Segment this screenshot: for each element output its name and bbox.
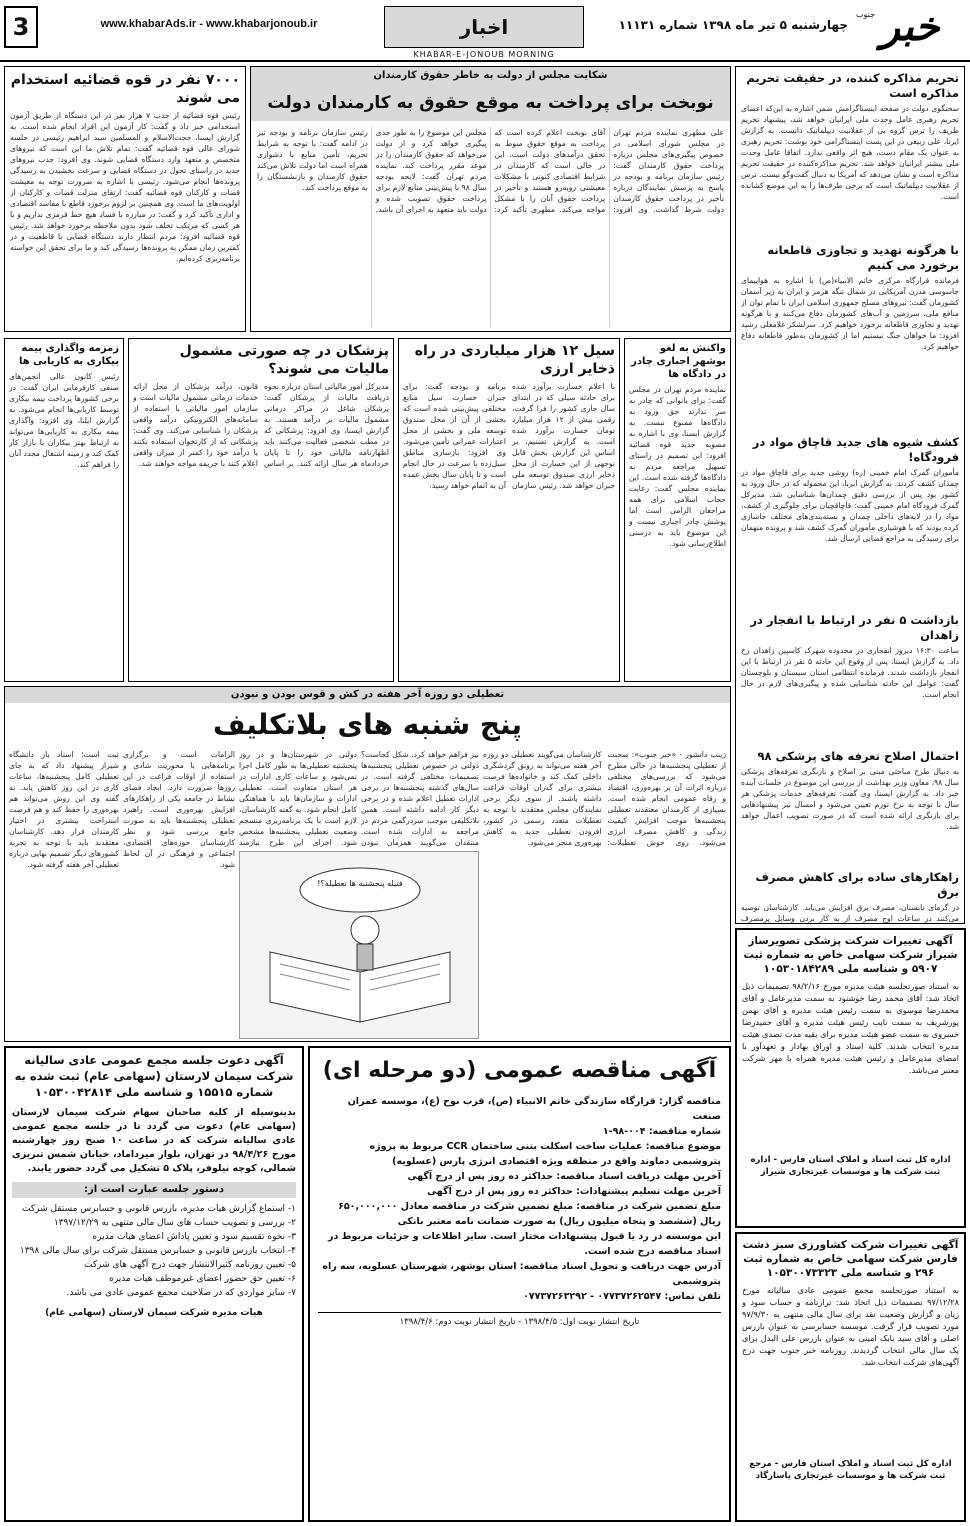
mid-col-tax-body: مدیرکل امور مالیاتی استان درباره نحوه دریافت مالیات از پزشکان گفت: پزشکان شاغل در مراکز درمانی مشمول مالیات بر درآمد هستند. به گزارش ایسنا، وی افزود: پزشکانی که در مطب شخصی فعالیت می‌کنند باید اظهارنامه مالیاتی خود را تا پایان خردادماه هر سال ارائه کنند. بر اساس قانون، درآمد پزشکان از محل ارائه خدمات درمانی مشمول مالیات است و سازمان امور مالیاتی با استفاده از سامانه‌های الکترونیکی درآمد واقعی پزشکان را شناسایی می‌کند. وی گفت: پزشکانی که از کارتخوان استفاده نکنند یا درآمد خود را کمتر از میزان واقعی اعلام کنند با جریمه مواجه خواهند شد. [133,382,389,468]
headline-sanctions: تحریم مذاکره کننده، در حقیقت تحریم مذاکره است [746,71,959,100]
mid-col-flood-body: با اعلام خسارت برآورد شده برای حادثه سیلی که در ابتدای سال جاری کشور را فرا گرفت، رقمی بیش از ۱۲ هزار میلیارد تومان خسارت برآورد شده است. به گزارش تسنیم، بر اساس این گزارش بخش قابل توجهی از این خسارت از محل ذخایر ارزی صندوق توسعه ملی جبران خواهد شد. رئیس سازمان برنامه و بودجه گفت: برای جبران خسارت سیل منابع مختلفی پیش‌بینی شده است که بخشی از آن از محل صندوق توسعه ملی و بخشی از محل اعتبارات عمرانی تأمین می‌شود. وی افزود: بازسازی مناطق سیل‌زده با سرعت در حال انجام است و تا پایان سال بخش عمده آن به اتمام خواهد رسید. [403,382,615,490]
issue-date-line: چهارشنبه ۵ تیر ماه ۱۳۹۸ شماره ۱۱۱۳۱ [618,18,848,32]
mid-col-flood [398,338,620,682]
article-threat: فرمانده قرارگاه مرکزی خاتم الانبیاء(ص) با اشاره به هواپیمای جاسوسی مدرن آمریکایی در شمال تنگه هرمز و ایران به زیر آسمان کشورمان گفت: نیروهای مسلح جمهوری اسلامی ایران با تمام توان از منافع ملی، سرزمین و آب‌های کشورمان دفاع می‌کنند و با هرگونه تهدید و تجاوزی قاطعانه برخورد خواهیم کرد. سرلشکر غلامعلی رشید افزود: ما خواهان جنگ نیستیم اما از کشورمان به‌طور قاطعانه دفاع خواهیم کرد. [741,276,959,351]
logo-subtitle: جنوب [856,10,876,19]
top-left-article [4,66,246,332]
headline-threat: با هرگونه تهدید و تجاوزی قاطعانه برخورد می کنیم [767,243,959,272]
ad-shiraz-imaging [735,928,966,1228]
ad-sabz-body: به استناد صورتجلسه مجمع عمومی عادی سالیانه مورخ ۹۷/۱۲/۲۸ تصمیمات ذیل اتخاذ شد: ترازنامه و حساب سود و زیان و گزارش وضعیت نقد برای سال مالی منتهی به ۹۷/۹/۳۰ مورد تصویب قرار گرفت. موسسه حسابرسی به عنوان بازرس اصلی و آقای سید بابک امینی به عنوان بازرس علی البدل برای یک سال مالی انتخاب گردیدند. روزنامه خبر جنوب جهت درج آگهی‌های شرکت انتخاب شد. [742,1285,959,1367]
ad-shiraz-title: آگهی تغییرات شرکت پزشکی تصویرساز شیراز شرکت سهامی خاص به شماره ثبت ۵۹۰۷ و شناسه ملی ۱۰۵۳۰۱۸۴۲۸۹ [743,935,958,975]
article-electricity: در گرمای تابستان، مصرف برق افزایش می‌یابد. کارشناسان توصیه می‌کنند در ساعات اوج مصرف از به کار بردن وسایل پرمصرف [741,903,959,923]
mid-col-chador-title: واکنش به لغو بوشهر اجباری چادر در دادگاه ها [631,343,726,380]
page-number [4,6,38,48]
mid-col-insurance-title: زمزمه واگذاری بیمه بیکاری به کاریابی ها [19,343,119,367]
ad-shiraz-body: به استناد صورتجلسه هیئت مدیره مورخ ۹۸/۲/۱۶ تصمیمات ذیل اتخاذ شد: آقای محمد رضا خوشنود به سمت مدیرعامل و آقای محمدرضا موسوی به سمت رئیس هیئت مدیره و آقای بهمن پورشریف به سمت نایب رئیس هیئت مدیره و آقای حمیدرضا خسروی به سمت عضو هیئت مدیره برای بقیه مدت تصدی هیئت مدیره انتخاب شدند. کلیه اسناد و اوراق بهادار و تعهدآور با امضای مدیرعامل و رئیس هیئت مدیره همراه با مهر شرکت معتبر می‌باشد. [742,981,959,1075]
article-zahedan: ساعت ۱۶:۳۰ دیروز انفجاری در محدوده شهرک کاسپین زاهدان رخ داد. به گزارش ایسنا، پس از وقوع این حادثه ۵ نفر در ارتباط با این انفجار بازداشت شدند. فرمانده انتظامی استان سیستان و بلوچستان گفت: عوامل این حادثه شناسایی شده و پیگیری‌های لازم در حال انجام است. [741,646,959,699]
mid-col-insurance-body: رئیس کانون عالی انجمن‌های صنفی کارفرمایی ایران گفت: در برخی کشورها پرداخت بیمه بیکاری توسط کاریابی‌ها انجام می‌شود. به گزارش ایلنا، وی افزود: واگذاری بیمه بیکاری به کاریابی‌ها می‌تواند به ارتباط بهتر بیکاران با بازار کار کمک کند و زمینه اشتغال مجدد آنان را فراهم کند. [9,372,119,469]
section-label: اخبار [459,15,509,39]
feature-body-b: نیز فراهم خواهد کرد. شکل کجاست؟ دولتی در خصوص تعطیلی پنجشنبه‌ها تصمیمات مختلفی گرفته است. در سال‌های گذشته پنجشنبه‌ها در برخی ادارات تعطیل اعلام شده و در برخی دیگر کار ادامه داشته است. همین بلاتکلیفی موجب سردرگمی مردم در مراجعه به ادارات شده است. منتقدان می‌گویند همزمان نبودن [361,750,479,847]
top-main-kicker: شکایت مجلس از دولت به خاطر حقوق کارمندان [251,67,730,85]
feature-cartoon [239,851,479,1039]
ad-larestan-title: آگهی دعوت جلسه مجمع عمومی عادی سالیانه شرکت سیمان لارستان (سهامی عام) ثبت شده به شماره ۱۵۵۱۵ و شناسه ملی ۱۰۵۳۰۰۴۲۸۱۴ [14,1053,294,1099]
headline-medical-tariff: احتمال اصلاح تعرفه های پزشکی ۹۸ [757,749,959,763]
mid-col-tax [128,338,394,682]
feature-body-a: زینب دانشور - «خبر جنوب»: صحبت از تعطیلی پنجشنبه‌ها در حالی مطرح می‌شود که بررسی‌های مختلفی درباره اثرات آن بر بهره‌وری، اقتصاد و رفاه عمومی انجام شده است. بسیاری از کارمندان معتقدند تعطیلی پنجشنبه‌ها موجب افزایش کیفیت زندگی و کاهش مصرف انرژی می‌شود. روی خوش تعطیلات: کارشناسان می‌گویند تعطیلی دو روزه آخر هفته می‌تواند به رونق گردشگری داخلی کمک کند و خانواده‌ها فرصت بیشتری برای گذران اوقات فراغت داشته باشند. از سوی دیگر برخی نمایندگان مجلس معتقدند با توجه به تعطیلات متعدد رسمی در کشور، افزودن تعطیلی جدید به کاهش بهره‌وری منجر می‌شود. [483,750,726,847]
mid-col-flood-title: سیل ۱۲ هزار میلیاردی در راه ذخایر ارزی [414,343,615,377]
website-links: www.khabarAds.ir - www.khabarjonoub.ir [100,18,318,30]
ad-sabz-dasht [735,1232,966,1522]
ad-sabz-title: آگهی تغییرات شرکت کشاورزی سبز دشت فارس شرکت سهامی خاص به شماره ثبت ۲۹۶ و شناسه ملی ۱۰۵۳۰۰۷۳۳۲۳ [742,1239,959,1279]
ad-tender [308,1046,731,1522]
feature-body-c: دولتی در شهرستان‌ها و در روز پنجشنبه تعطیلی‌ها به طور کامل اجرا نمی‌شود و ساعات کاری ادارات در هر استان متفاوت است. تعطیلی ادارات و سازمان‌ها باید با هماهنگی کامل انجام شود. به گفته کارشناسان، لازم است با یک برنامه‌ریزی منسجم وضعیت تعطیلی پنجشنبه‌ها مشخص شود. اجرای این طرح نیازمند [239,750,357,847]
top-left-title: ۷۰۰۰ نفر در قوه قضائیه استخدام می شوند [10,72,240,106]
top-left-body: رئیس قوه قضائیه از جذب ۷ هزار نفر در این دستگاه از طریق آزمون استخدامی خبر داد و گفت: کار آزمون این افراد انجام شده است. به گزارش ایسنا، حجت‌الاسلام و المسلمین سید ابراهیم رئیسی در جلسه شورای عالی قوه قضائیه گفت: تمام تلاش ما این است که نیروهای متخصص و متعهد وارد دستگاه قضایی شوند. وی افزود: جذب نیروهای جدید در راستای تحول در دستگاه قضایی و سرعت بخشیدن به رسیدگی پرونده‌ها انجام می‌شود. رئیسی با اشاره به ضرورت توجه به معیشت قضات و کارکنان قوه قضائیه گفت: ارتقای منزلت قضات و کارکنان از اولویت‌های ما است. وی همچنین بر لزوم برخورد قاطع با مفاسد اقتصادی و اداری تأکید کرد و گفت: در مبارزه با فساد هیچ خط قرمزی نداریم و با هر کسی که مرتکب تخلف شود بدون ملاحظه برخورد خواهد شد. رئیس قوه قضائیه افزود: مردم انتظار دارند دستگاه قضایی با قاطعیت و در کمترین زمان ممکن به پرونده‌ها رسیدگی کند و ما برای تحقق این خواسته برنامه‌ریزی کرده‌ایم. [10,111,240,263]
ad-tender-title: آگهی مناقصه عمومی (دو مرحله ای) [322,1058,717,1083]
english-name: KHABAR-E-JONOUB MORNING [413,50,555,59]
top-main-article [250,66,731,332]
ad-shiraz-footer: اداره کل ثبت اسناد و املاک استان فارس - اداره ثبت شرکت ها و موسسات غیرتجاری شیراز [750,1155,951,1177]
article-sanctions: سخنگوی دولت در صفحه اینستاگرامش ضمن اشاره به این‌که اعضای تحریم رهبری عامل وحدت ملی ایرانیان خواهد شد، پیشنهاد تحریم ظریف را ترس گروه بی از عقلانیت دیپلماتیک دانست. به گزارش ایرنا، علی ربیعی در این پست اینستاگرامی خود نوشت: تحریم رهبری به عنوان یک مقام دست، هیچ اثر واقعی ندارد. اتفاقا عامل وحدت ملی بیشتر ایرانیان خواهد شد. تحریم مذاکره‌کننده در حقیقت تحریم مذاکره است و نشان می‌دهد که آمریکا به دنبال گفت‌وگو نیست. ترس از عقلانیت دیپلماتیک است که برخی طرف‌ها را به این موضع کشانده است. [741,104,959,201]
mid-col-chador [624,338,731,682]
right-column [735,66,965,924]
mid-col-chador-body: نماینده مردم تهران در مجلس گفت: برای بانوانی که چادر به سر ندارند حق ورود به دادگاه‌ها ممنوع نیست. به گزارش ایسنا، وی با اشاره به مصوبه جدید قوه قضائیه افزود: این تصمیم در راستای تسهیل مراجعه مردم به دادگاه‌ها گرفته شده است. این نماینده مجلس گفت: رعایت حجاب اسلامی برای همه مراجعان الزامی است اما پوشش چادر اجباری نیست و این موضوع باید به درستی اطلاع‌رسانی شود. [629,385,726,548]
page-number-value: 3 [12,13,30,41]
ad-larestan-intro: بدینوسیله از کلیه صاحبان سهام شرکت سیمان لارستان (سهامی عام) دعوت می گردد تا در جلسه مجمع عمومی عادی سالیانه شرکت که در ساعت ۱۰ صبح روز چهارشنبه مورخ ۹۸/۴/۲۶ در تهران، بلوار میرداماد، خیابان شمس تبریزی شمالی، کوچه نیلوفر، پلاک ۵ تشکیل می گردد حضور یابند. [12,1107,297,1174]
feature-article [4,686,731,1042]
feature-body-d: الزامات است و برگزاری برنامه‌هایی با محوریت شادی و استفاده از اوقات فراغت در این روزها ضرورت دارد. ایجاد فضای نشاط در جامعه یکی از راهکارهای افزایش بهره‌وری است. راهبرد تعطیلی پنجشنبه‌ها باید به صورت جامع بررسی شود و نظر کارشناسان حوزه‌های اقتصادی، اجتماعی و فرهنگی در آن لحاظ شود. [123,750,235,869]
speech-bubble-icon [300,868,420,912]
top-main-body: علی مطهری نماینده مردم تهران در مجلس شورای اسلامی در خصوص پیگیری‌های مجلس درباره پرداخت حقوق کارمندان گفت: رئیس سازمان برنامه و بودجه در پاسخ به پرسش نمایندگان درباره تأخیر در پرداخت حقوق کارمندان دولت شرط گذاشت. وی افزود: آقای نوبخت اعلام کرده است که پرداخت به موقع حقوق منوط به تحقق درآمدهای دولت است. این در حالی است که کارمندان در شرایط اقتصادی کنونی با مشکلات معیشتی روبه‌رو هستند و تأخیر در پرداخت حقوق آنان را با مشکل مواجه می‌کند. مطهری تأکید کرد: مجلس این موضوع را به طور جدی پیگیری خواهد کرد و از دولت می‌خواهد که حقوق کارمندان را در موعد مقرر پرداخت کند. نماینده مردم تهران گفت: لایحه بودجه سال ۹۸ با پیش‌بینی منابع لازم برای پرداخت حقوق تصویب شده و دولت باید متعهد به اجرای آن باشد. رئیس سازمان برنامه و بودجه نیز در ادامه گفت: با توجه به شرایط تحریم، تأمین منابع با دشواری همراه است اما دولت تلاش می‌کند حقوق کارمندان و بازنشستگان را به موقع پرداخت کند. [257,128,724,214]
logo-text: خبر [880,4,940,50]
mid-col-tax-title: پزشکان در چه صورتی مشمول مالیات می شوند؟ [179,343,389,377]
article-smuggling: مأموران گمرک امام خمینی (ره) روشی جدید برای قاچاق مواد در چمدان کشف کردند. به گزارش ایرنا، این محموله که در حال ورود به کشور بود پس از بررسی دقیق چمدان‌ها شناسایی شد. مدیرکل گمرک فرودگاه امام خمینی گفت: قاچاقچیان برای جلوگیری از کشف، مواد را در لایه‌های داخلی چمدان و بسته‌بندی‌های مختلف جاسازی کرده بودند که با هوشیاری مأموران گمرک کشف شد و پرونده متهمان برای رسیدگی به مراجع قضایی ارسال شد. [741,468,959,543]
top-main-title-box [251,85,730,121]
ad-tender-footer: تاریخ انتشار نوبت اول: ۱۳۹۸/۴/۵ - تاریخ انتشار نوبت دوم: ۱۳۹۸/۴/۶ [318,1312,721,1328]
ad-larestan-cement [4,1046,304,1522]
headline-zahedan: بازداشت ۵ نفر در ارتباط با انفجار در زاهدان [750,613,959,642]
ad-sabz-footer: اداره کل ثبت اسناد و املاک استان فارس - مرجع ثبت شرکت ها و موسسات غیرتجاری یاسارگاد [749,1459,952,1481]
ad-tender-lines: مناقصه گزار: قرارگاه سازندگی خاتم الانبیاء (ص)، قرب نوح (ع)، موسسه عمران صنعت شماره مناقصه: ۰۰۴-۹۸-۱ موضوع مناقصه: عملیات ساخت اسکلت بتنی ساختمان CCR مربوط به پروژه پتروشیمی دماوند واقع در منطقه ویژه اقتصادی انرژی پارس (عسلویه) آخرین مهلت دریافت اسناد مناقصه: حداکثر ده روز پس از درج آگهی آخرین مهلت تسلیم پیشنهادات: حداکثر ده روز پس از درج آگهی مبلغ تضمین شرکت در مناقصه: مبلغ تضمین شرکت در مناقصه معادل ۶۵۰,۰۰۰,۰۰۰ ریال (ششصد و پنجاه میلیون ریال) به صورت ضمانت نامه معتبر بانکی این موسسه در رد یا قبول پیشنهادات مختار است. سایر اطلاعات و جزئیات مربوط در اسناد مناقصه درج شده است. آدرس جهت دریافت و تحویل اسناد مناقصه: استان بوشهر، شهرستان عسلویه، سه راه پتروشیمی تلفن تماس: ۰۷۷۳۷۲۶۲۵۴۷ - ۰۷۷۳۷۲۶۳۲۹۲ [322,1096,721,1302]
logo [856,2,964,54]
feature-title: پنج شنبه های بلاتکلیف [212,708,523,741]
article-medical-tariff: به دنبال طرح مباحثی مبنی بر اصلاح و بازنگری تعرفه‌های پزشکی سال ۹۸، معاون وزیر بهداشت از بررسی این موضوع در جلسات آینده خبر داد. به گزارش ایسنا، وی گفت: تعرفه‌های خدمات پزشکی هر سال با توجه به نرخ تورم تعیین می‌شود و امسال نیز پیشنهادهایی برای بازنگری ارائه شده است که در صورت تصویب اعمال خواهد شد. [741,767,959,831]
ad-larestan-agenda: ۱- استماع گزارش هیات مدیره، بازرس قانونی و حسابرس مستقل شرکت ۲- بررسی و تصویب حساب های سال مالی منتهی به ۱۳۹۷/۱۲/۲۹ ۳- نحوه تقسیم سود و تعیین پاداش اعضای هیات مدیره ۴- انتخاب بازرس قانونی و حسابرس مستقل شرکت برای سال مالی ۱۳۹۸ ۵- تعیین روزنامه کثیرالانتشار جهت درج آگهی های شرکت ۶- تعیین حق حضور اعضای غیرموظف هیات مدیره ۷- سایر مواردی که در صلاحیت مجمع عمومی عادی می باشد. [19,1204,296,1298]
ad-larestan-signature: هیات مدیره شرکت سیمان لارستان (سهامی عام) [45,1308,263,1318]
mid-col-insurance [4,338,124,682]
ad-larestan-agenda-title: دستور جلسه عبارت است از: [12,1182,296,1198]
section-title [384,6,584,48]
masthead [0,0,970,62]
top-main-title: نوبخت برای پرداخت به موقع حقوق به کارمندان دولت [267,93,714,113]
feature-body-e: ثبت است؛ استاد یار دانشگاه شیراز پیشنهاد داد که به جای تعطیلی کامل پنجشنبه‌ها، ساعات کاری در این روز کاهش یابد. به گفته وی این روش می‌تواند هم بهره‌وری را حفظ کند و هم فرصت استراحت بیشتری در اختیار کارمندان قرار دهد. کارشناسان معتقدند باید با توجه به تجربه کشورهای دیگر تصمیم نهایی درباره تعطیلی آخر هفته گرفته شود. [9,750,119,869]
feature-kicker: تعطیلی دو روزه آخر هفته در کش و قوس بودن و نبودن [5,687,730,703]
headline-electricity: راهکارهای ساده برای کاهش مصرف برق [755,870,959,899]
headline-smuggling: کشف شیوه های جدید قاچاق مواد در فرودگاه! [752,435,959,464]
cartoon-caption: فتیله پنجشنبه ها تعطیله؟! [317,879,403,888]
